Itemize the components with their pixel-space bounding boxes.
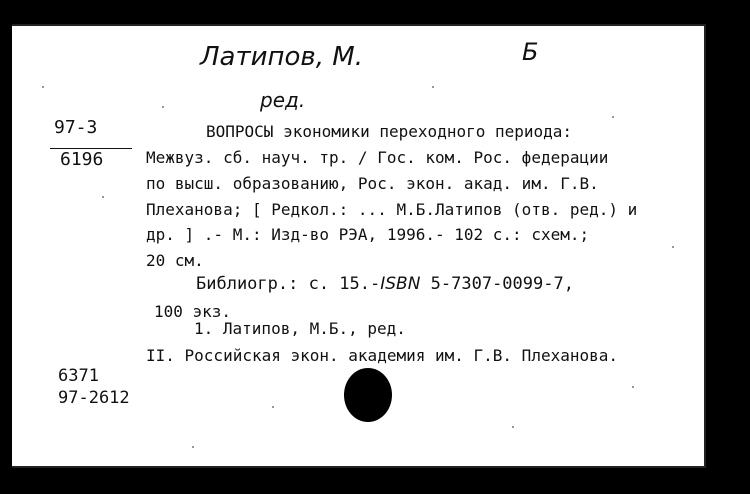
dust-speck <box>162 106 164 108</box>
accession-number-2: 97-2612 <box>58 388 130 408</box>
body-line: 20 см. <box>146 251 204 270</box>
catalog-card <box>12 24 706 468</box>
dust-speck <box>612 116 614 118</box>
handwritten-editor-note: ред. <box>260 88 306 112</box>
body-line: Межвуз. сб. науч. тр. / Гос. ком. Рос. федерации <box>146 148 609 167</box>
title-line: ВОПРОСЫ экономики переходного периода: <box>206 122 573 141</box>
tracing-2: II. Российская экон. академия им. Г.В. Плеханова. <box>146 346 619 365</box>
call-number-bottom: 6196 <box>60 149 104 170</box>
punch-hole <box>344 368 392 422</box>
body-line: Плеханова; [ Редкол.: ... М.Б.Латипов (отв. ред.) и <box>146 200 638 219</box>
dust-speck <box>632 386 634 388</box>
dust-speck <box>102 196 104 198</box>
dust-speck <box>672 246 674 248</box>
body-line: др. ] .- М.: Изд-во РЭА, 1996.- 102 с.: схем.; <box>146 225 590 244</box>
isbn-value: 5-7307-0099-7, <box>420 274 574 294</box>
dust-speck <box>272 406 274 408</box>
call-number-top: 97-3 <box>54 117 98 138</box>
body-line: по высш. образованию, Рос. экон. акад. им. Г.В. <box>146 174 599 193</box>
handwritten-corner-mark: Б <box>522 38 539 66</box>
dust-speck <box>432 86 434 88</box>
bibliography-prefix: Библиогр.: с. 15.- <box>196 274 381 294</box>
bibliography-line <box>196 276 574 293</box>
accession-number-1: 6371 <box>58 366 99 386</box>
tracing-1: 1. Латипов, М.Б., ред. <box>194 319 406 338</box>
dust-speck <box>42 86 44 88</box>
copies-count: 100 экз. <box>154 302 232 321</box>
handwritten-author: Латипов, М. <box>200 42 363 72</box>
dust-speck <box>192 446 194 448</box>
isbn-label: ISBN <box>380 274 421 294</box>
dust-speck <box>512 426 514 428</box>
